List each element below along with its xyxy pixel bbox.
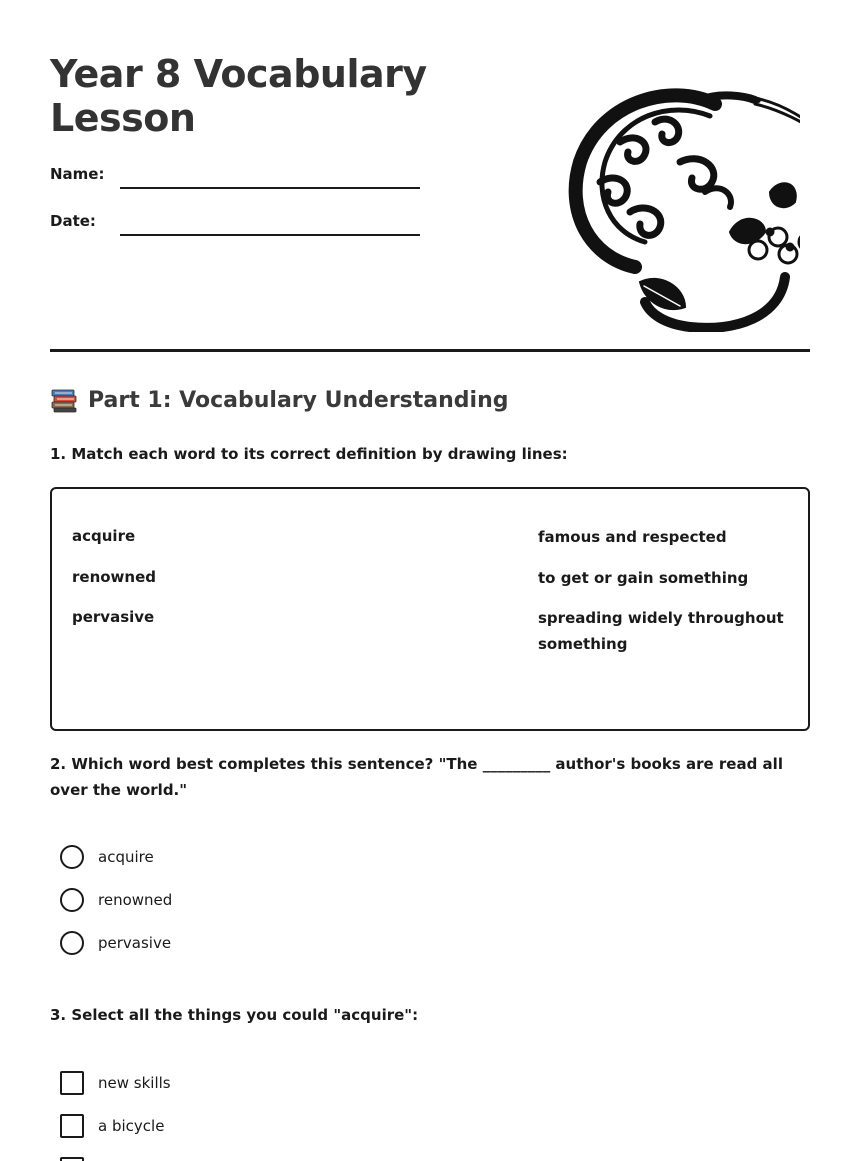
name-label: Name: [50, 165, 105, 183]
books-icon [50, 386, 78, 414]
name-input-line[interactable] [120, 187, 420, 189]
radio-button[interactable] [60, 845, 84, 869]
option-label: renowned [98, 891, 173, 909]
q3-option-partial[interactable] [60, 1157, 84, 1161]
name-field [50, 165, 420, 183]
question-2-prompt: 2. Which word best completes this sentence? "The _________ author's books are read all over the world." [50, 755, 783, 799]
checkbox[interactable] [60, 1157, 84, 1161]
q2-option-pervasive[interactable] [60, 931, 171, 955]
option-label: new skills [98, 1074, 171, 1092]
header-divider [50, 349, 810, 352]
checkbox[interactable] [60, 1071, 84, 1095]
worksheet-header [50, 52, 810, 352]
maori-tui-bird-flower-icon [560, 82, 800, 332]
part1-title: Part 1: Vocabulary Understanding [88, 387, 509, 413]
match-definition-spreading[interactable]: spreading widely throughout something [538, 609, 784, 653]
q3-option-bicycle[interactable] [60, 1114, 164, 1138]
checkbox[interactable] [60, 1114, 84, 1138]
radio-button[interactable] [60, 888, 84, 912]
option-label: a bicycle [98, 1117, 165, 1135]
page-title: Year 8 Vocabulary Lesson [50, 52, 427, 140]
matching-box[interactable] [50, 487, 810, 731]
radio-button[interactable] [60, 931, 84, 955]
q3-option-new-skills[interactable] [60, 1071, 171, 1095]
match-definition-famous[interactable]: famous and respected [538, 528, 727, 546]
date-input-line[interactable] [120, 234, 420, 236]
q2-option-renowned[interactable] [60, 888, 172, 912]
date-field [50, 212, 420, 230]
option-label: acquire [98, 848, 154, 866]
match-word-pervasive[interactable]: pervasive [72, 608, 155, 626]
match-word-renowned[interactable]: renowned [72, 568, 157, 586]
question-3-prompt: 3. Select all the things you could "acquire": [50, 1006, 419, 1024]
q2-option-acquire[interactable] [60, 845, 154, 869]
match-definition-get[interactable]: to get or gain something [538, 569, 749, 587]
match-word-acquire[interactable]: acquire [72, 527, 136, 545]
question-1-prompt: 1. Match each word to its correct definition by drawing lines: [50, 445, 568, 463]
part1-heading [50, 386, 509, 414]
option-label: pervasive [98, 934, 172, 952]
date-label: Date: [50, 212, 96, 230]
